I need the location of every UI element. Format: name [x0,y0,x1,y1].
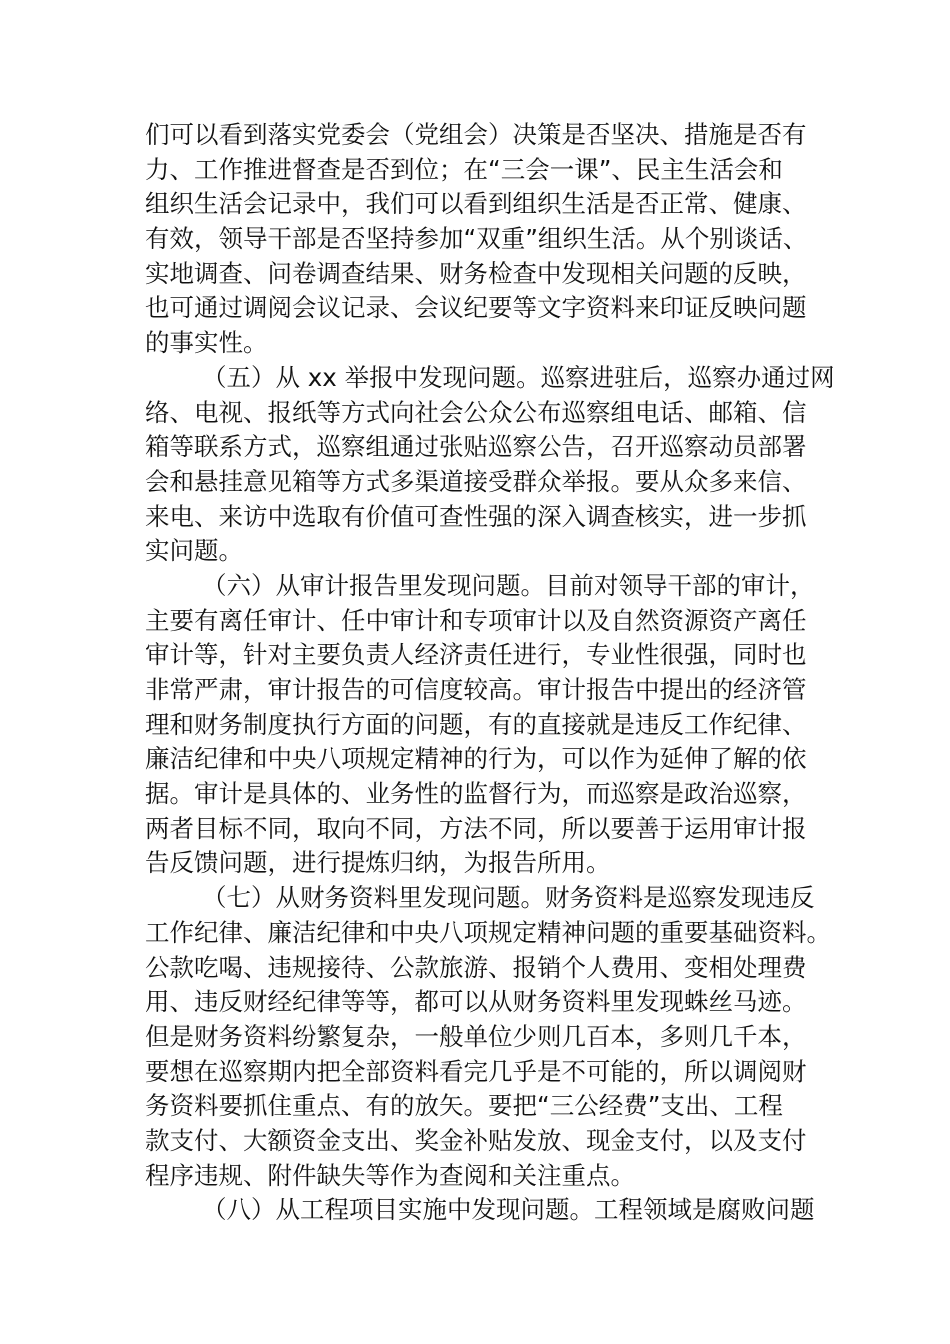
text-line: 主要有离任审计、任中审计和专项审计以及自然资源资产离任 [145,605,807,635]
text-line: 箱等联系方式，巡察组通过张贴巡察公告，召开巡察动员部署 [145,432,807,462]
text-line: 会和悬挂意见箱等方式多渠道接受群众举报。要从众多来信、 [145,466,807,496]
text-line: 但是财务资料纷繁复杂，一般单位少则几百本，多则几千本， [145,1021,807,1051]
text-line: 实问题。 [145,536,243,566]
paragraph-heading-6: （六）从审计报告里发现问题。目前对领导干部的审计， [202,570,815,600]
text-line: 用、违反财经纪律等等，都可以从财务资料里发现蛛丝马迹。 [145,987,807,1017]
text-line: 务资料要抓住重点、有的放矢。要把“三公经费”支出、工程 [145,1091,783,1121]
text-line: 审计等，针对主要负责人经济责任进行，专业性很强，同时也 [145,640,807,670]
text-line: 有效，领导干部是否坚持参加“双重”组织生活。从个别谈话、 [145,224,808,254]
paragraph-heading-7: （七）从财务资料里发现问题。财务资料是巡察发现违反 [202,883,815,913]
text-line: 据。审计是具体的、业务性的监督行为，而巡察是政治巡察， [145,779,807,809]
text-line: 来电、来访中选取有价值可查性强的深入调查核实，进一步抓 [145,501,807,531]
text-line: 工作纪律、廉洁纪律和中央八项规定精神问题的重要基础资料。 [145,917,831,947]
text-line: 款支付、大额资金支出、奖金补贴发放、现金支付，以及支付 [145,1125,807,1155]
body-text [145,118,835,1228]
text-line: 公款吃喝、违规接待、公款旅游、报销个人费用、变相处理费 [145,952,807,982]
text-line: 络、电视、报纸等方式向社会公众公布巡察组电话、邮箱、信 [145,397,807,427]
text-line: 程序违规、附件缺失等作为查阅和关注重点。 [145,1160,635,1190]
text-line: 实地调查、问卷调查结果、财务检查中发现相关问题的反映， [145,258,807,288]
text-line: 们可以看到落实党委会（党组会）决策是否坚决、措施是否有 [145,120,807,149]
text-line: 两者目标不同，取向不同，方法不同，所以要善于运用审计报 [145,813,807,843]
text-line: 也可通过调阅会议记录、会议纪要等文字资料来印证反映问题 [145,293,807,323]
text-line: 要想在巡察期内把全部资料看完几乎是不可能的，所以调阅财 [145,1056,807,1086]
text-line: 廉洁纪律和中央八项规定精神的行为，可以作为延伸了解的依 [145,744,807,774]
paragraph-heading-8: （八）从工程项目实施中发现问题。工程领域是腐败问题 [202,1195,815,1225]
text-line: 力、工作推进督查是否到位；在“三会一课”、民主生活会和 [145,154,783,184]
text-line: 告反馈问题，进行提炼归纳，为报告所用。 [145,848,611,878]
text-line: 非常严肃，审计报告的可信度较高。审计报告中提出的经济管 [145,675,807,704]
text-line: 的事实性。 [145,328,268,358]
paragraph-heading-5: （五）从 xx 举报中发现问题。巡察进驻后，巡察办通过网 [202,362,835,392]
text-line: 理和财务制度执行方面的问题，有的直接就是违反工作纪律、 [145,709,807,739]
text-line: 组织生活会记录中，我们可以看到组织生活是否正常、健康、 [145,189,807,219]
